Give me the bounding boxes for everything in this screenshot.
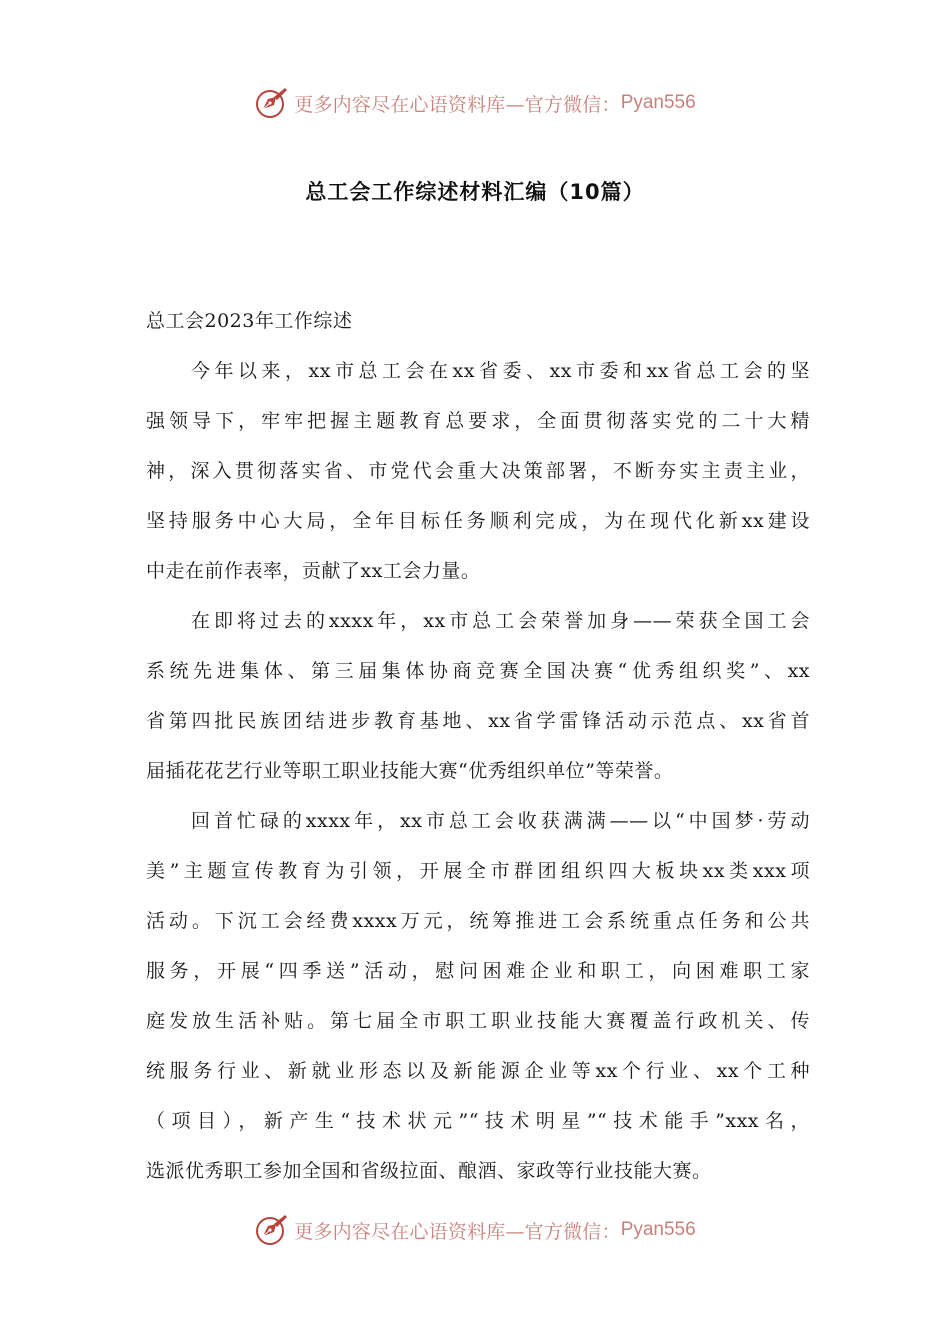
paragraph-line: 神，深入贯彻落实省、市党代会重大决策部署，不断夯实主责主业， [146, 460, 810, 482]
paragraph-line: 中走在前作表率，贡献了xx工会力量。 [146, 560, 481, 582]
header-banner-text: 更多内容尽在心语资料库—官方微信： [294, 93, 621, 116]
paragraph-line: 选派优秀职工参加全国和省级拉面、酿酒、家政等行业技能大赛。 [146, 1160, 712, 1182]
paragraph-1 [146, 346, 810, 596]
paragraph-2 [146, 596, 810, 796]
paragraph-line: （项目），新产生“技术状元”“技术明星”“技术能手”xxx名， [146, 1110, 810, 1132]
paragraph-line: 回首忙碌的xxxx年，xx市总工会收获满满——以“中国梦·劳动 [191, 810, 810, 832]
header-wechat-id: Pyan556 [620, 92, 696, 113]
paragraph-3 [146, 796, 810, 1196]
paragraph-line: 系统先进集体、第三届集体协商竞赛全国决赛“优秀组织奖”、xx [146, 660, 810, 682]
section-subheading: 总工会2023年工作综述 [146, 310, 353, 332]
paragraph-line: 服务，开展“四季送”活动，慰问困难企业和职工，向困难职工家 [146, 960, 810, 982]
paragraph-line: 庭发放生活补贴。第七届全市职工职业技能大赛覆盖行政机关、传 [146, 1010, 810, 1032]
paragraph-line: 省第四批民族团结进步教育基地、xx省学雷锋活动示范点、xx省首 [146, 710, 810, 732]
paragraph-line: 强领导下，牢牢把握主题教育总要求，全面贯彻落实党的二十大精 [146, 410, 810, 432]
paragraph-line: 届插花花艺行业等职工职业技能大赛“优秀组织单位”等荣誉。 [146, 760, 674, 782]
document-title: 总工会工作综述材料汇编（10篇） [305, 180, 645, 204]
paragraph-line: 活动。下沉工会经费xxxx万元，统筹推进工会系统重点任务和公共 [146, 910, 810, 932]
document-body [146, 296, 810, 1196]
paragraph-line: 统服务行业、新就业形态以及新能源企业等xx个行业、xx个工种 [146, 1060, 810, 1082]
footer-wechat-id: Pyan556 [620, 1219, 696, 1240]
paragraph-line: 美”主题宣传教育为引领，开展全市群团组织四大板块xx类xxx项 [146, 860, 810, 882]
header-banner [0, 83, 950, 123]
paragraph-line: 在即将过去的xxxx年，xx市总工会荣誉加身——荣获全国工会 [191, 610, 810, 632]
pen-nib-logo-icon [254, 85, 290, 121]
paragraph-line: 坚持服务中心大局，全年目标任务顺利完成，为在现代化新xx建设 [146, 510, 810, 532]
footer-banner-text: 更多内容尽在心语资料库—官方微信： [294, 1220, 621, 1243]
footer-banner [0, 1210, 950, 1250]
paragraph-line: 今年以来，xx市总工会在xx省委、xx市委和xx省总工会的坚 [191, 360, 810, 382]
pen-nib-logo-icon [254, 1212, 290, 1248]
